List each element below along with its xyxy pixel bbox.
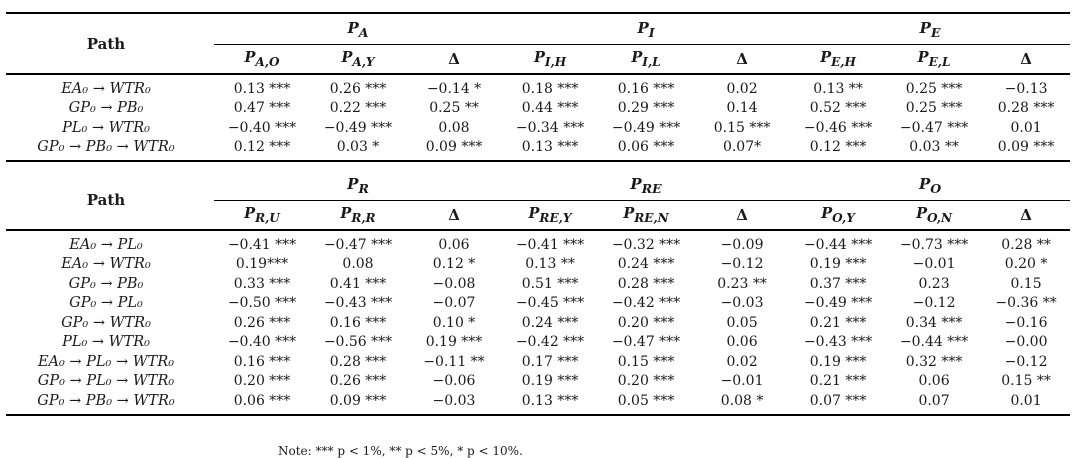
value-cell: 0.28 *** — [997, 100, 1055, 117]
value-cell: 0.44 *** — [521, 100, 579, 117]
table-row — [6, 118, 1070, 138]
column-header: $P_{RE,Y}$ — [528, 205, 572, 225]
value-cell: −0.73 *** — [899, 236, 969, 253]
path-cell: GP₀ → PB₀ — [68, 275, 144, 292]
value-cell: −0.06 — [432, 373, 476, 390]
value-cell: −0.09 — [720, 236, 764, 253]
results-table-bottom — [6, 170, 1070, 416]
table-row — [6, 230, 1070, 255]
value-cell: 0.22 *** — [329, 100, 387, 117]
value-cell: 0.28 *** — [617, 275, 675, 292]
value-cell: 0.12 * — [432, 256, 476, 273]
column-header: $P_{R,U}$ — [244, 205, 280, 225]
column-header: $P_{RE,N}$ — [623, 205, 669, 225]
column-header: $P_{E,H}$ — [820, 49, 856, 69]
value-cell: 0.08 * — [720, 392, 764, 409]
value-cell: 0.51 *** — [521, 275, 579, 292]
value-cell: 0.19*** — [235, 256, 289, 273]
value-cell: 0.20 *** — [233, 373, 291, 390]
table-row — [6, 138, 1070, 162]
value-cell: 0.12 *** — [809, 139, 867, 156]
value-cell: 0.13 ** — [525, 256, 575, 273]
column-header: $P_{I,L}$ — [631, 49, 661, 69]
value-cell: 0.47 *** — [233, 100, 291, 117]
value-cell: 0.07 *** — [809, 392, 867, 409]
group-header: $P_R$ — [214, 170, 502, 201]
value-cell: 0.12 *** — [233, 139, 291, 156]
value-cell: 0.07* — [722, 139, 762, 156]
table-row — [6, 372, 1070, 392]
table-row — [6, 352, 1070, 372]
value-cell: 0.13 *** — [521, 392, 579, 409]
value-cell: 0.28 *** — [329, 353, 387, 370]
value-cell: 0.08 — [438, 119, 470, 136]
value-cell: −0.47 *** — [899, 119, 969, 136]
column-header: $P_{O,Y}$ — [821, 205, 855, 225]
path-header: Path — [86, 34, 126, 53]
table-note: Note: *** p < 1%, ** p < 5%, * p < 10%. — [278, 444, 523, 458]
value-cell: 0.16 *** — [233, 353, 291, 370]
value-cell: 0.29 *** — [617, 100, 675, 117]
column-header: $P_{O,N}$ — [916, 205, 953, 225]
group-header: $P_A$ — [214, 13, 502, 45]
value-cell: −0.49 *** — [611, 119, 681, 136]
table-row — [6, 255, 1070, 275]
path-cell: EA₀ → WTR₀ — [61, 80, 151, 97]
value-cell: 0.09 *** — [329, 392, 387, 409]
value-cell: −0.00 — [1004, 334, 1048, 351]
value-cell: −0.11 ** — [423, 353, 485, 370]
value-cell: −0.40 *** — [227, 334, 297, 351]
value-cell: −0.01 — [720, 373, 764, 390]
value-cell: 0.08 — [342, 256, 374, 273]
value-cell: 0.10 * — [432, 314, 476, 331]
value-cell: −0.01 — [912, 256, 956, 273]
path-cell: EA₀ → PL₀ → WTR₀ — [37, 353, 175, 370]
value-cell: 0.16 *** — [617, 80, 675, 97]
value-cell: −0.03 — [432, 392, 476, 409]
delta-column-header: Δ — [448, 206, 460, 224]
value-cell: −0.49 *** — [323, 119, 393, 136]
value-cell: 0.23 ** — [717, 275, 767, 292]
value-cell: 0.09 *** — [425, 139, 483, 156]
value-cell: 0.20 *** — [617, 314, 675, 331]
value-cell: −0.34 *** — [515, 119, 585, 136]
value-cell: 0.32 *** — [905, 353, 963, 370]
value-cell: −0.12 — [720, 256, 764, 273]
value-cell: −0.46 *** — [803, 119, 873, 136]
value-cell: 0.13 *** — [233, 80, 291, 97]
value-cell: 0.17 *** — [521, 353, 579, 370]
value-cell: −0.49 *** — [803, 295, 873, 312]
value-cell: 0.16 *** — [329, 314, 387, 331]
value-cell: −0.41 *** — [227, 236, 297, 253]
value-cell: 0.24 *** — [521, 314, 579, 331]
path-cell: PL₀ → WTR₀ — [62, 334, 150, 351]
value-cell: 0.19 *** — [809, 353, 867, 370]
delta-column-header: Δ — [448, 50, 460, 68]
value-cell: 0.01 — [1010, 119, 1042, 136]
value-cell: 0.37 *** — [809, 275, 867, 292]
value-cell: 0.06 — [438, 236, 470, 253]
value-cell: −0.47 *** — [323, 236, 393, 253]
value-cell: 0.01 — [1010, 392, 1042, 409]
path-cell: EA₀ → WTR₀ — [61, 256, 151, 273]
value-cell: −0.45 *** — [515, 295, 585, 312]
delta-column-header: Δ — [1020, 50, 1032, 68]
group-header: $P_I$ — [502, 13, 790, 45]
path-cell: GP₀ → WTR₀ — [61, 314, 151, 331]
value-cell: −0.41 *** — [515, 236, 585, 253]
value-cell: −0.12 — [1004, 353, 1048, 370]
value-cell: −0.16 — [1004, 314, 1048, 331]
table-row — [6, 333, 1070, 353]
value-cell: 0.06 *** — [617, 139, 675, 156]
value-cell: −0.08 — [432, 275, 476, 292]
value-cell: −0.13 — [1004, 80, 1048, 97]
path-cell: GP₀ → PL₀ — [69, 295, 143, 312]
value-cell: 0.05 — [726, 314, 758, 331]
value-cell: 0.23 — [918, 275, 950, 292]
results-table-top — [6, 12, 1070, 162]
value-cell: −0.03 — [720, 295, 764, 312]
value-cell: 0.41 *** — [329, 275, 387, 292]
value-cell: −0.44 *** — [803, 236, 873, 253]
value-cell: −0.36 ** — [995, 295, 1057, 312]
value-cell: −0.40 *** — [227, 119, 297, 136]
value-cell: −0.42 *** — [611, 295, 681, 312]
value-cell: 0.02 — [726, 80, 758, 97]
path-cell: EA₀ → PL₀ — [69, 236, 143, 253]
delta-column-header: Δ — [736, 50, 748, 68]
value-cell: 0.24 *** — [617, 256, 675, 273]
path-cell: GP₀ → PB₀ → WTR₀ — [37, 392, 175, 409]
value-cell: 0.26 *** — [329, 373, 387, 390]
table-row — [6, 294, 1070, 314]
value-cell: 0.15 — [1010, 275, 1042, 292]
group-header: $P_E$ — [790, 13, 1070, 45]
value-cell: 0.19 *** — [809, 256, 867, 273]
value-cell: 0.06 *** — [233, 392, 291, 409]
path-header: Path — [86, 190, 126, 209]
value-cell: 0.03 ** — [909, 139, 959, 156]
value-cell: −0.42 *** — [515, 334, 585, 351]
value-cell: 0.52 *** — [809, 100, 867, 117]
value-cell: 0.15 *** — [617, 353, 675, 370]
table-row — [6, 313, 1070, 333]
value-cell: 0.19 *** — [521, 373, 579, 390]
delta-column-header: Δ — [1020, 206, 1032, 224]
value-cell: −0.07 — [432, 295, 476, 312]
path-cell: GP₀ → PL₀ → WTR₀ — [37, 373, 175, 390]
value-cell: 0.20 *** — [617, 373, 675, 390]
path-cell: GP₀ → PB₀ — [68, 100, 144, 117]
value-cell: −0.47 *** — [611, 334, 681, 351]
table-row — [6, 391, 1070, 415]
value-cell: 0.09 *** — [997, 139, 1055, 156]
value-cell: 0.05 *** — [617, 392, 675, 409]
group-header: $P_O$ — [790, 170, 1070, 201]
value-cell: 0.15 *** — [713, 119, 771, 136]
path-cell: PL₀ → WTR₀ — [62, 119, 150, 136]
value-cell: 0.14 — [726, 100, 758, 117]
value-cell: 0.18 *** — [521, 80, 579, 97]
value-cell: 0.02 — [726, 353, 758, 370]
value-cell: 0.33 *** — [233, 275, 291, 292]
value-cell: −0.14 * — [426, 80, 482, 97]
value-cell: −0.44 *** — [899, 334, 969, 351]
value-cell: 0.06 — [726, 334, 758, 351]
value-cell: 0.13 *** — [521, 139, 579, 156]
column-header: $P_{A,O}$ — [244, 49, 280, 69]
value-cell: 0.13 ** — [813, 80, 863, 97]
value-cell: 0.19 *** — [425, 334, 483, 351]
value-cell: 0.06 — [918, 373, 950, 390]
value-cell: 0.03 * — [336, 139, 380, 156]
value-cell: 0.25 ** — [429, 100, 479, 117]
value-cell: 0.21 *** — [809, 314, 867, 331]
value-cell: 0.21 *** — [809, 373, 867, 390]
value-cell: 0.26 *** — [329, 80, 387, 97]
table-row — [6, 99, 1070, 119]
value-cell: 0.15 ** — [1001, 373, 1051, 390]
value-cell: −0.56 *** — [323, 334, 393, 351]
value-cell: 0.20 * — [1004, 256, 1048, 273]
value-cell: 0.34 *** — [905, 314, 963, 331]
value-cell: 0.07 — [918, 392, 950, 409]
value-cell: 0.25 *** — [905, 100, 963, 117]
value-cell: 0.25 *** — [905, 80, 963, 97]
value-cell: −0.32 *** — [611, 236, 681, 253]
column-header: $P_{R,R}$ — [340, 205, 376, 225]
value-cell: −0.12 — [912, 295, 956, 312]
delta-column-header: Δ — [736, 206, 748, 224]
value-cell: −0.50 *** — [227, 295, 297, 312]
value-cell: 0.28 ** — [1001, 236, 1051, 253]
table-row — [6, 274, 1070, 294]
group-header: $P_{RE}$ — [502, 170, 790, 201]
column-header: $P_{A,Y}$ — [341, 49, 375, 69]
path-cell: GP₀ → PB₀ → WTR₀ — [37, 139, 175, 156]
value-cell: −0.43 *** — [803, 334, 873, 351]
column-header: $P_{E,L}$ — [917, 49, 951, 69]
value-cell: −0.43 *** — [323, 295, 393, 312]
table-row — [6, 74, 1070, 99]
value-cell: 0.26 *** — [233, 314, 291, 331]
column-header: $P_{I,H}$ — [533, 49, 567, 69]
